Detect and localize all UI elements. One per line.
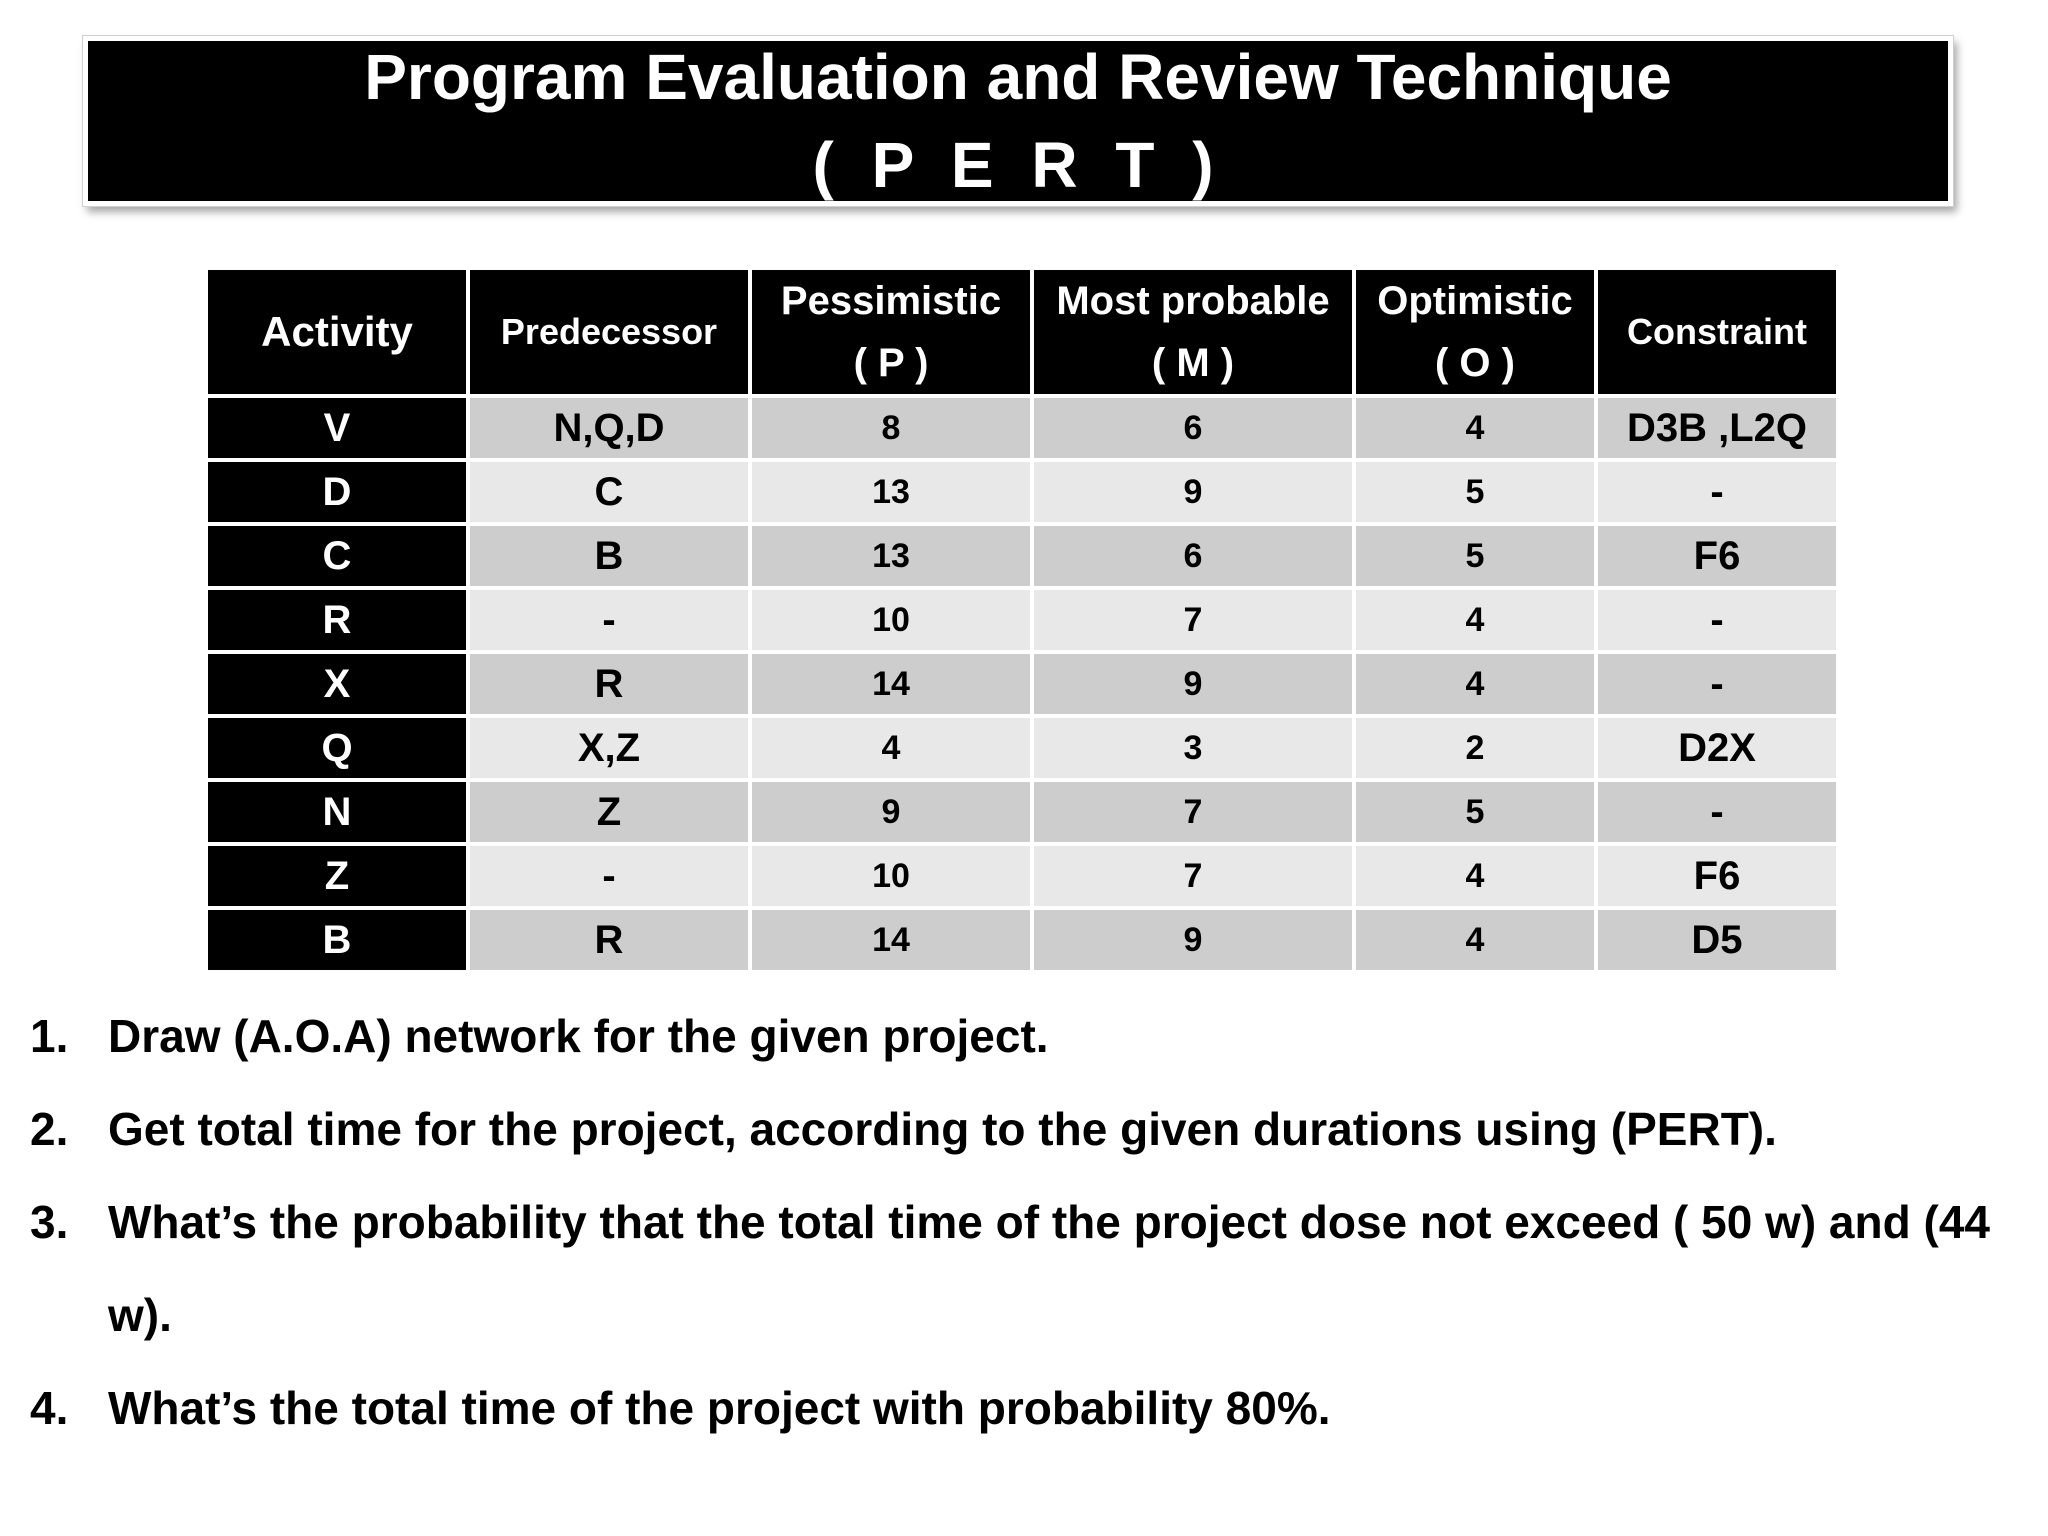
question-text: What’s the total time of the project with probability 80%.: [108, 1382, 1331, 1434]
cell-constraint: F6: [1598, 846, 1836, 906]
cell-pessimistic: 4: [752, 718, 1030, 778]
cell-activity: V: [208, 398, 466, 458]
question-number: 3.: [30, 1196, 69, 1248]
cell-constraint: -: [1598, 590, 1836, 650]
cell-pessimistic: 14: [752, 910, 1030, 970]
title-banner: [83, 36, 1953, 206]
cell-pessimistic: 10: [752, 590, 1030, 650]
cell-optimistic: 5: [1356, 782, 1594, 842]
cell-most-probable: 3: [1034, 718, 1352, 778]
cell-optimistic: 4: [1356, 846, 1594, 906]
cell-activity: Q: [208, 718, 466, 778]
question-item: [30, 1362, 1990, 1455]
cell-optimistic: 4: [1356, 398, 1594, 458]
cell-most-probable: 9: [1034, 910, 1352, 970]
question-item: [30, 1083, 1990, 1176]
title-line-2: ( P E R T ): [812, 129, 1224, 201]
question-text: Get total time for the project, according to the given durations using (PERT).: [108, 1103, 1777, 1155]
cell-most-probable: 9: [1034, 462, 1352, 522]
cell-most-probable: 7: [1034, 590, 1352, 650]
cell-predecessor: R: [470, 910, 748, 970]
cell-pessimistic: 13: [752, 526, 1030, 586]
cell-activity: C: [208, 526, 466, 586]
table-header-row: [208, 270, 1836, 394]
header-pessimistic-label: Pessimistic: [780, 279, 1002, 323]
header-optimistic-label: Optimistic: [1377, 279, 1573, 323]
question-text: What’s the probability that the total time of the project dose not exceed ( 50 w) and (44 w).: [108, 1196, 1990, 1341]
cell-most-probable: 6: [1034, 526, 1352, 586]
question-text: Draw (A.O.A) network for the given project.: [108, 1010, 1049, 1062]
cell-activity: D: [208, 462, 466, 522]
question-item: [30, 990, 1990, 1083]
cell-activity: Z: [208, 846, 466, 906]
cell-predecessor: Z: [470, 782, 748, 842]
question-item: [30, 1176, 1990, 1362]
header-most-probable-symbol: ( M ): [1151, 341, 1235, 385]
cell-activity: N: [208, 782, 466, 842]
table-row: [208, 590, 1836, 650]
cell-constraint: -: [1598, 654, 1836, 714]
table-row: [208, 846, 1836, 906]
header-pessimistic-symbol: ( P ): [853, 341, 929, 385]
cell-predecessor: -: [470, 590, 748, 650]
cell-optimistic: 4: [1356, 910, 1594, 970]
cell-predecessor: X,Z: [470, 718, 748, 778]
question-number: 2.: [30, 1103, 69, 1155]
header-pessimistic: [752, 270, 1030, 394]
header-optimistic: [1356, 270, 1594, 394]
cell-most-probable: 7: [1034, 846, 1352, 906]
cell-constraint: D2X: [1598, 718, 1836, 778]
cell-optimistic: 5: [1356, 462, 1594, 522]
cell-pessimistic: 14: [752, 654, 1030, 714]
cell-optimistic: 4: [1356, 590, 1594, 650]
header-most-probable: [1034, 270, 1352, 394]
cell-constraint: D3B ,L2Q: [1598, 398, 1836, 458]
cell-optimistic: 4: [1356, 654, 1594, 714]
header-activity: Activity: [208, 270, 466, 394]
cell-optimistic: 2: [1356, 718, 1594, 778]
cell-predecessor: C: [470, 462, 748, 522]
table-row: [208, 462, 1836, 522]
cell-constraint: -: [1598, 782, 1836, 842]
cell-predecessor: N,Q,D: [470, 398, 748, 458]
cell-constraint: -: [1598, 462, 1836, 522]
cell-pessimistic: 9: [752, 782, 1030, 842]
cell-constraint: D5: [1598, 910, 1836, 970]
table-row: [208, 782, 1836, 842]
cell-most-probable: 7: [1034, 782, 1352, 842]
cell-optimistic: 5: [1356, 526, 1594, 586]
question-number: 4.: [30, 1382, 69, 1434]
cell-predecessor: B: [470, 526, 748, 586]
table-row: [208, 718, 1836, 778]
cell-pessimistic: 13: [752, 462, 1030, 522]
cell-most-probable: 9: [1034, 654, 1352, 714]
cell-most-probable: 6: [1034, 398, 1352, 458]
table-row: [208, 526, 1836, 586]
title-line-1: Program Evaluation and Review Technique: [364, 41, 1672, 113]
cell-pessimistic: 8: [752, 398, 1030, 458]
table-row: [208, 398, 1836, 458]
header-optimistic-symbol: ( O ): [1435, 341, 1515, 385]
cell-predecessor: -: [470, 846, 748, 906]
header-most-probable-label: Most probable: [1056, 279, 1330, 323]
cell-activity: R: [208, 590, 466, 650]
header-constraint: Constraint: [1598, 270, 1836, 394]
question-list: [30, 990, 1990, 1455]
cell-pessimistic: 10: [752, 846, 1030, 906]
table-row: [208, 910, 1836, 970]
header-predecessor: Predecessor: [470, 270, 748, 394]
cell-predecessor: R: [470, 654, 748, 714]
cell-activity: B: [208, 910, 466, 970]
table-row: [208, 654, 1836, 714]
pert-table: [204, 266, 1840, 974]
question-number: 1.: [30, 1010, 69, 1062]
cell-activity: X: [208, 654, 466, 714]
cell-constraint: F6: [1598, 526, 1836, 586]
